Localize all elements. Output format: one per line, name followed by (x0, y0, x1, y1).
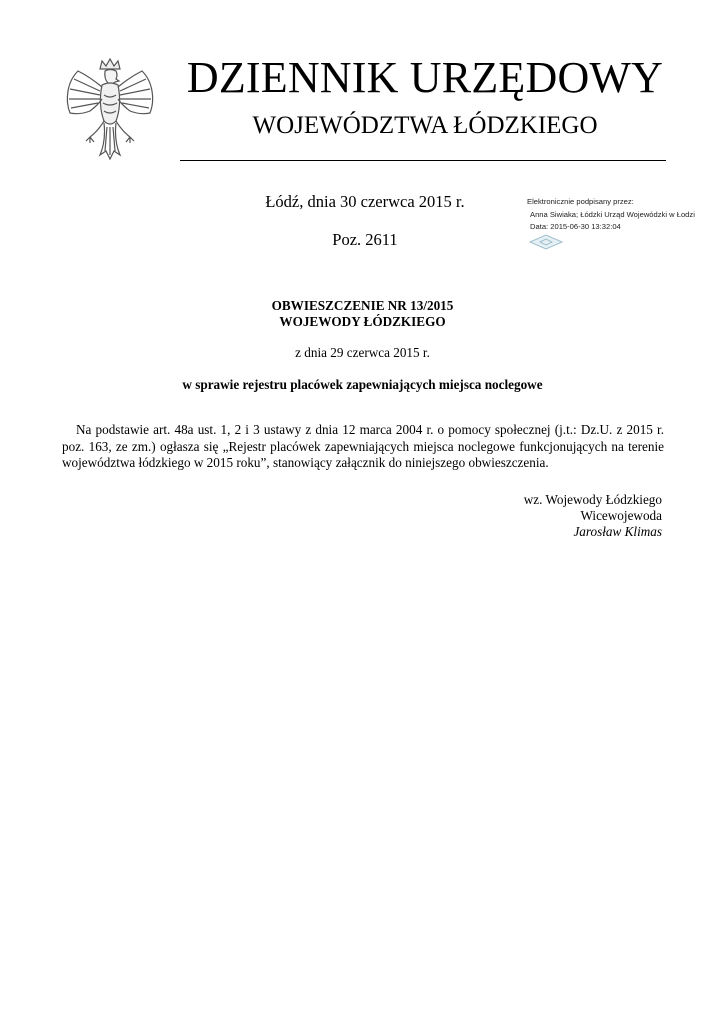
notice-body: Na podstawie art. 48a ust. 1, 2 i 3 ustawy z dnia 12 marca 2004 r. o pomocy społecznej (j.t.: Dz.U. z 2015 r. poz. 163, ze zm.) ogłasza się „Rejestr placówek zapewniających miejsca noclegowe funkcjonujących na terenie województwa łódzkiego w 2015 roku”, stanowiący załącznik do niniejszego obwieszczenia. (62, 422, 664, 470)
signatory-on-behalf: wz. Wojewody Łódzkiego (523, 492, 662, 507)
e-signature-mark-icon (528, 233, 564, 251)
notice-issuer: WOJEWODY ŁÓDZKIEGO (279, 314, 446, 329)
notice-issued-date: z dnia 29 czerwca 2015 r. (295, 345, 430, 360)
notice-subject: w sprawie rejestru placówek zapewniających miejsca noclegowe (182, 377, 543, 392)
signature-caption: Elektronicznie podpisany przez: (527, 197, 634, 206)
journal-title: DZIENNIK URZĘDOWY (186, 53, 664, 102)
signatory-title: Wicewojewoda (580, 508, 662, 523)
signature-signer: Anna Siwiaka; Łódzki Urząd Wojewódzki w Łodzi (530, 209, 695, 219)
issue-date: Łódź, dnia 30 czerwca 2015 r. (265, 192, 465, 211)
journal-subtitle: WOJEWÓDZTWA ŁÓDZKIEGO (252, 112, 598, 139)
white-eagle-emblem-icon (60, 55, 160, 167)
electronic-signature-stamp (527, 196, 717, 234)
signatory-name: Jarosław Klimas (573, 524, 662, 539)
notice-number: OBWIESZCZENIE NR 13/2015 (271, 298, 454, 313)
masthead-divider (180, 160, 666, 161)
signature-date: Data: 2015-06-30 13:32:04 (530, 222, 621, 231)
issue-position: Poz. 2611 (332, 230, 398, 249)
